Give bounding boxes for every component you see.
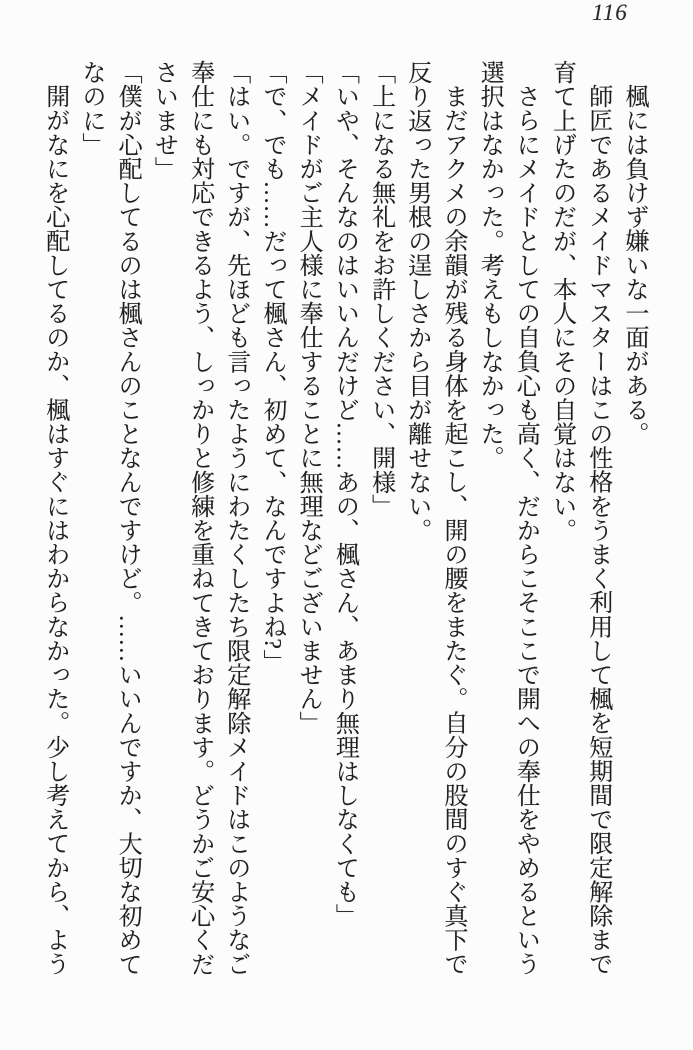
paragraph-dialogue: 「はい。ですが、先ほども言ったようにわたくしたち限定解除メイドはこのようなご奉仕にも対応できるよう、しっかりと修練を重ねてきております。どうかご安心くださいませ」: [150, 60, 249, 976]
paragraph-narrative: 楓には負けず嫌いな一面がある。: [621, 84, 647, 446]
paragraph-narrative: 師匠であるメイドマスターはこの性格をうまく利用して楓を短期間で限定解除まで育て上げたのだが、本人にその自覚はない。: [548, 60, 611, 976]
paragraph-dialogue: 「僕が心配してるのは楓さんのことなんですけど。……いいんですか、大切な初めてなのに」: [77, 60, 141, 976]
body-text: [37, 60, 652, 978]
paragraph-dialogue: 「で、でも……だって楓さん、初めて、なんですよね?」: [258, 60, 285, 674]
page-number: 116: [592, 0, 628, 25]
paragraph-dialogue: 「上になる無礼をお許しください、開様」: [367, 60, 394, 518]
paragraph-narrative: さらにメイドとしての自負心も高く、だからこそここで開への奉仕をやめるという選択はなかった。考えもしなかった。: [476, 60, 539, 976]
paragraph-narrative: まだアクメの余韻が残る身体を起こし、開の腰をまたぐ。自分の股間のすぐ真下で反り返った男根の逞しさから目が離せない。: [403, 60, 466, 976]
paragraph-dialogue: 「メイドがご主人様に奉仕することに無理などございません」: [295, 60, 322, 735]
paragraph-narrative: 開がなにを心配してるのか、楓はすぐにはわからなかった。少し考えてから、よう: [41, 84, 68, 976]
paragraph-dialogue: 「いや、そんなのはいいんだけど……あの、楓さん、あまり無理はしなくても」: [331, 60, 358, 928]
